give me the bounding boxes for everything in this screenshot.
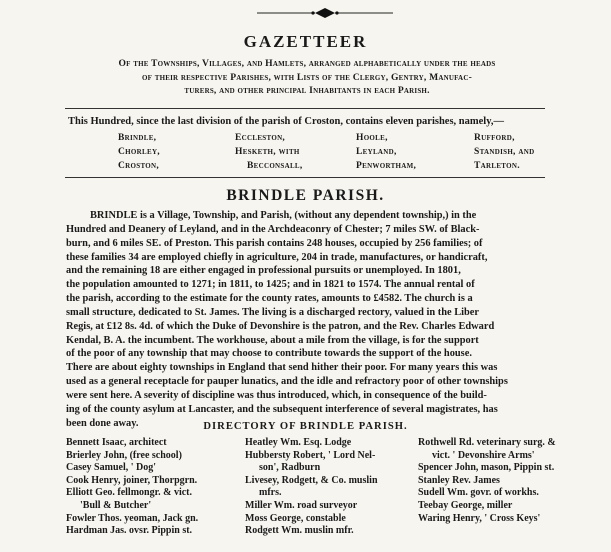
body-line: used as a general receptacle for pauper lunatics, and the idle and refractory poor of other townships — [66, 376, 508, 388]
parish-name: Brindle, — [118, 133, 157, 143]
body-line: Regis, at £12 8s. 4d. of which the Duke of Devonshire is the patron, and the Rev. Charles Edward — [66, 320, 495, 332]
directory-entry: Teebay George, miller — [418, 499, 513, 511]
body-line: and the remaining 18 are either engaged in professional pursuits or unemployed. In 1801, — [66, 265, 461, 277]
parish-name: Rufford, — [474, 133, 515, 143]
body-line: the population amounted to 1271; in 1811, to 1425; and in 1821 to 1574. The annual rental of — [66, 279, 475, 291]
directory-entry: Elliott Geo. fellmongr. & vict. — [66, 487, 192, 499]
subtitle-line: turers, and other principal Inhabitants in each Parish. — [184, 85, 430, 96]
page-title: GAZETTEER — [243, 32, 368, 51]
hundred-intro: This Hundred, since the last division of the parish of Croston, contains eleven parishes, namely,— — [68, 116, 504, 127]
body-line: Hundred and Deanery of Leyland, and in the Archdeaconry of Chester; 7 miles SW. of Black- — [66, 223, 480, 235]
ornament-divider-icon — [255, 6, 395, 20]
directory-entry: Stanley Rev. James — [418, 474, 500, 486]
directory-entry: Casey Samuel, ' Dog' — [66, 462, 156, 474]
directory-entry: Miller Wm. road surveyor — [245, 499, 358, 511]
body-line: BRINDLE is a Village, Township, and Parish, (without any dependent township,) in the — [90, 210, 477, 221]
parish-list-col-1 — [118, 131, 160, 173]
directory-entry: son', Radburn — [259, 462, 321, 474]
parish-name: Hoole, — [356, 133, 388, 143]
parish-name: Standish, and — [474, 147, 535, 157]
body-line: were sent here. A severity of discipline was thus introduced, which, in consequence of the build- — [66, 389, 487, 401]
parish-name: Croston, — [118, 161, 160, 171]
parish-list-col-4 — [474, 131, 534, 173]
directory-entry: Bennett Isaac, architect — [66, 437, 167, 448]
directory-entry: Rodgett Wm. muslin mfr. — [245, 525, 354, 537]
body-line: the parish, according to the estimate for the county rates, amounts to £4582. The church is a — [66, 293, 473, 305]
directory-col-2 — [245, 437, 378, 538]
directory-entry: Brierley John, (free school) — [66, 449, 182, 461]
parish-list-col-2 — [235, 131, 303, 173]
rule-divider — [65, 177, 545, 178]
directory-entry: Fowler Thos. yeoman, Jack gn. — [66, 512, 199, 524]
parish-name: Becconsall, — [247, 161, 303, 171]
parish-name: Hesketh, with — [235, 147, 300, 157]
directory-entry: Cook Henry, joiner, Thorpgrn. — [66, 474, 198, 486]
parish-title: BRINDLE PARISH. — [226, 187, 385, 204]
directory-entry: Moss George, constable — [245, 512, 346, 524]
directory-entry: vict. ' Devonshire Arms' — [432, 449, 535, 461]
parish-name: Chorley, — [118, 147, 160, 157]
directory-entry: Waring Henry, ' Cross Keys' — [418, 512, 541, 524]
body-line: small structure, dedicated to St. James. The living is a discharged rectory, valued in the Liber — [66, 306, 480, 318]
body-line: of the poor of any township that may choose to contribute towards the support of the house. — [66, 348, 472, 360]
parish-name: Penwortham, — [356, 161, 417, 171]
directory-entry: Sudell Wm. govr. of workhs. — [418, 487, 539, 499]
directory-entry: Livesey, Rodgett, & Co. muslin — [245, 474, 378, 486]
directory-entry: Heatley Wm. Esq. Lodge — [245, 437, 352, 448]
body-line: ing of the county asylum at Lancaster, and the subsequent interference of several magistrates, has — [66, 403, 498, 415]
parish-list-col-3 — [356, 131, 416, 173]
directory-entry: Hardman Jas. ovsr. Pippin st. — [66, 525, 193, 537]
body-line: been done away. — [66, 417, 139, 429]
parish-name: Leyland, — [356, 147, 397, 157]
directory-col-3 — [418, 437, 556, 525]
directory-entry: mfrs. — [259, 487, 282, 499]
body-line: There are about eighty townships in England that send hither their poor. For many years this was — [66, 362, 498, 374]
directory-entry: Rothwell Rd. veterinary surg. & — [418, 437, 556, 448]
body-line: these families 34 are employed chiefly in agriculture, 204 in trade, manufactures, or handicraft, — [66, 251, 488, 263]
directory-title: DIRECTORY OF BRINDLE PARISH. — [203, 421, 408, 432]
directory-col-1 — [66, 437, 198, 538]
directory-entry: Hubbersty Robert, ' Lord Nel- — [245, 449, 376, 461]
parish-name: Tarleton. — [474, 161, 520, 171]
parish-description — [66, 209, 596, 431]
subtitle-line: Of the Townships, Villages, and Hamlets, arranged alphabetically under the heads — [118, 58, 496, 69]
directory-entry: 'Bull & Butcher' — [80, 499, 152, 511]
body-line: Kendal, B. A. the incumbent. The workhouse, about a mile from the village, is for the support — [66, 334, 479, 346]
body-line: burn, and 6 miles SE. of Preston. This parish contains 248 houses, occupied by 256 families; of — [66, 237, 483, 249]
page-subtitle — [42, 57, 572, 98]
rule-divider — [65, 108, 545, 109]
subtitle-line: of their respective Parishes, with Lists of the Clergy, Gentry, Manufac- — [142, 71, 472, 83]
parish-name: Eccleston, — [235, 133, 286, 143]
directory-entry: Spencer John, mason, Pippin st. — [418, 462, 555, 474]
